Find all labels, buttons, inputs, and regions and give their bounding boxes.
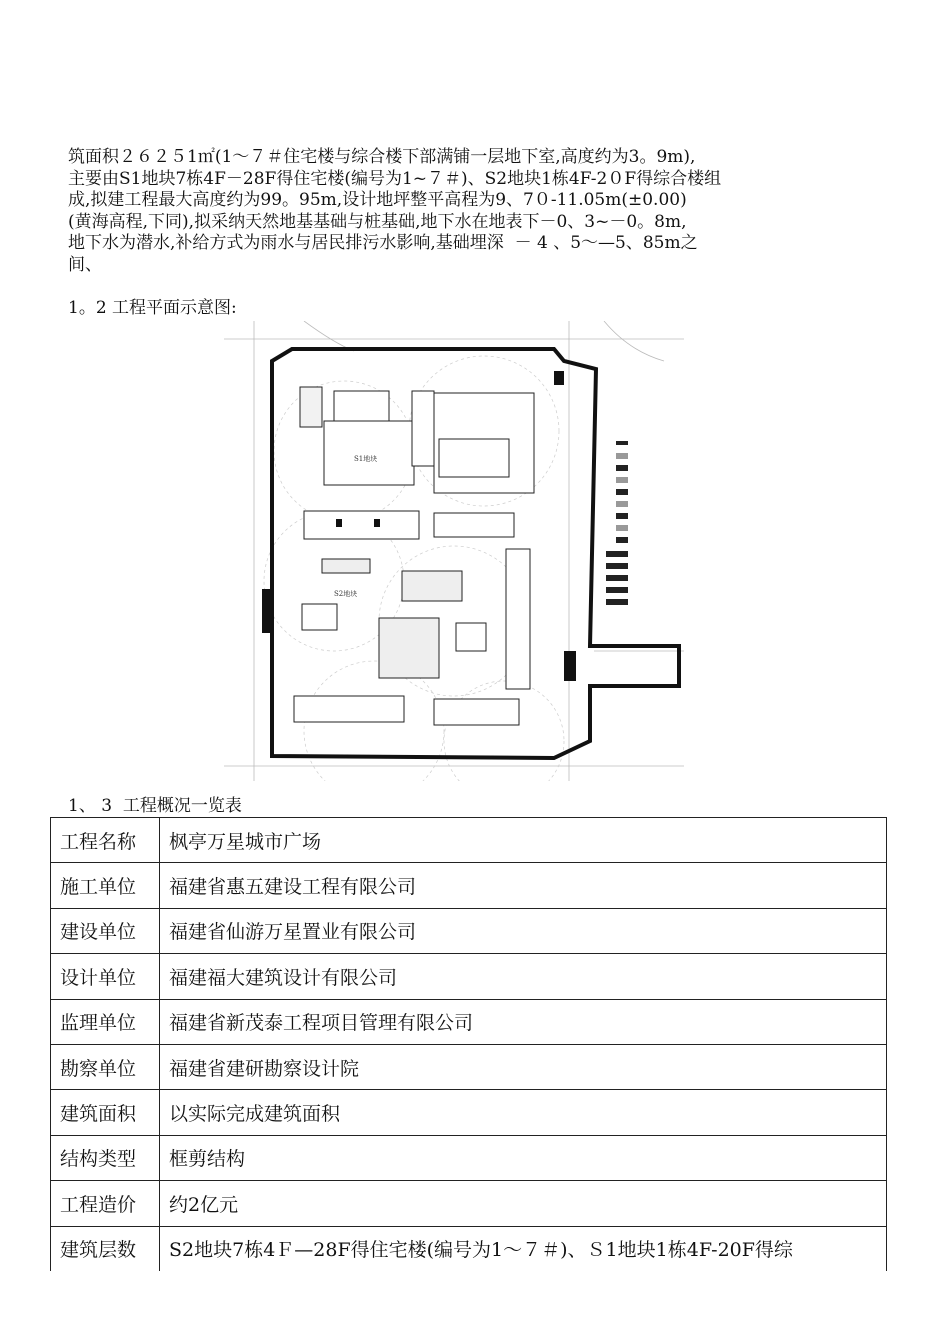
table-value-cell: 约2亿元 — [160, 1181, 887, 1226]
table-value-cell: 福建省建研勘察设计院 — [160, 1044, 887, 1089]
table-key-cell: 施工单位 — [51, 863, 160, 908]
intro-line: 间、 — [68, 254, 102, 275]
table-row — [51, 863, 887, 908]
intro-line: 地下水为潜水,补给方式为雨水与居民排污水影响,基础埋深 － 4 、5～—5、85m之 — [68, 233, 698, 253]
table-row — [51, 1226, 887, 1271]
table-value-cell: 枫亭万星城市广场 — [160, 818, 887, 863]
intro-line: 筑面积２６２５1㎡(1～７＃住宅楼与综合楼下部满铺一层地下室,高度约为3。9m), — [68, 147, 696, 167]
intro-line: (黄海高程,下同),拟采纳天然地基基础与桩基础,地下水在地表下－0、3~－0。8m, — [68, 211, 687, 232]
table-value-cell: 福建省惠五建设工程有限公司 — [160, 863, 887, 908]
table-key-cell: 建筑层数 — [51, 1226, 160, 1271]
plan-legend — [606, 441, 628, 605]
table-key-cell: 建筑面积 — [51, 1090, 160, 1135]
table-key-cell: 监理单位 — [51, 999, 160, 1044]
s2-buildings — [294, 511, 530, 725]
table-key-cell: 勘察单位 — [51, 1044, 160, 1089]
intro-line: 主要由S1地块7栋4F－28F得住宅楼(编号为1~７＃)、S2地块1栋4F-2０F得综合楼组 — [68, 168, 722, 189]
table-value-cell: 福建省新茂泰工程项目管理有限公司 — [160, 999, 887, 1044]
s1-building — [300, 387, 534, 493]
table-value-cell: S2地块7栋4Ｆ—28F得住宅楼(编号为1～７＃)、Ｓ1地块1栋4F-20F得综 — [160, 1226, 887, 1271]
table-value-cell: 福建省仙游万星置业有限公司 — [160, 908, 887, 953]
s2-label: S2地块 — [334, 590, 358, 598]
table-key-cell: 工程名称 — [51, 818, 160, 863]
s1-label: S1地块 — [354, 455, 378, 463]
intro-paragraph — [68, 147, 898, 276]
table-key-cell: 工程造价 — [51, 1181, 160, 1226]
site-plan-drawing — [224, 321, 684, 781]
project-overview-table — [50, 817, 887, 1271]
section-heading-plan: 1。2 工程平面示意图: — [68, 298, 237, 318]
intro-line: 成,拟建工程最大高度约为99。95m,设计地坪整平高程为9、7０-11.05m(±0.00) — [68, 190, 687, 210]
table-key-cell: 建设单位 — [51, 908, 160, 953]
section-heading-overview: 1、 3 工程概况一览表 — [68, 796, 242, 816]
table-key-cell: 设计单位 — [51, 954, 160, 999]
table-key-cell: 结构类型 — [51, 1135, 160, 1180]
table-row — [51, 1135, 887, 1180]
table-row — [51, 1181, 887, 1226]
table-row — [51, 999, 887, 1044]
table-value-cell: 框剪结构 — [160, 1135, 887, 1180]
table-row — [51, 1090, 887, 1135]
table-row — [51, 908, 887, 953]
table-row — [51, 954, 887, 999]
table-value-cell: 福建福大建筑设计有限公司 — [160, 954, 887, 999]
table-row — [51, 1044, 887, 1089]
table-value-cell: 以实际完成建筑面积 — [160, 1090, 887, 1135]
table-row — [51, 818, 887, 863]
